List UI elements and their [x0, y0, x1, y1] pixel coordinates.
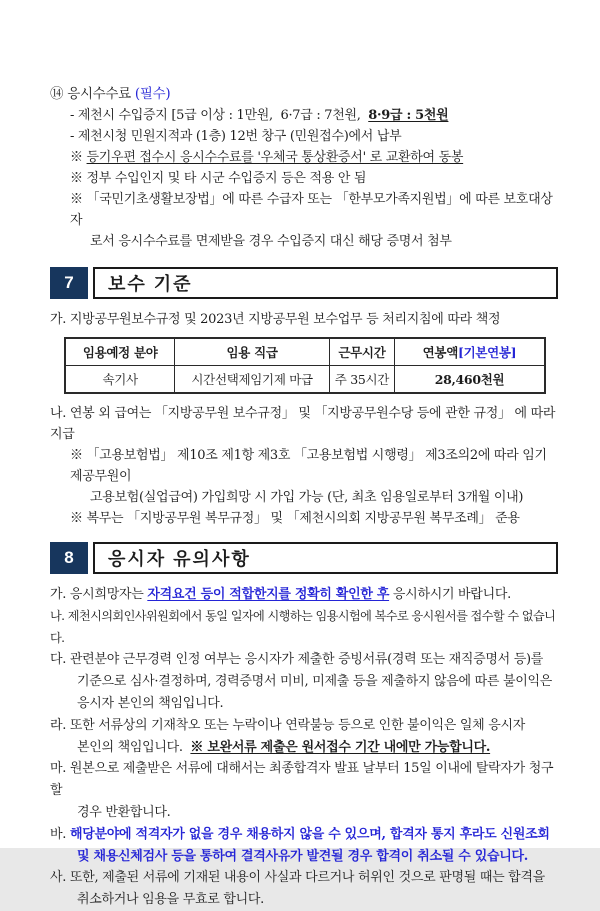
fee-note-exemption-line1: ※ 「국민기초생활보장법」에 따른 수급자 또는 「한부모가족지원법」에 따른 보호대상자	[70, 192, 553, 228]
notice-ba-prefix: 바.	[50, 826, 70, 842]
notice-ra-line2-pre: 본인의 책임입니다.	[77, 739, 191, 755]
notice-item-ba-line2: 및 채용신체검사 등을 통하여 결격사유가 발견될 경우 합격이 취소될 수 있습니다.	[77, 848, 528, 864]
reference-mark: ※	[70, 150, 87, 165]
fee-required-label: (필수)	[134, 86, 171, 102]
fee-note-no-gov-stamp: ※ 정부 수입인지 및 타 시군 수입증지 등은 적용 안 됨	[70, 171, 367, 186]
pay-cell-grade: 시간선택제임기제 마급	[175, 366, 330, 394]
section8-header	[50, 542, 558, 574]
pay-cell-hours: 주 35시간	[329, 366, 394, 394]
pay-note-insurance-line1: ※ 「고용보험법」 제10조 제1항 제3호 「고용보험법 시행령」 제3조의2에 따라 임기제공무원이	[70, 448, 547, 484]
notice-item-ma-line1: 마. 원본으로 제출받은 서류에 대해서는 최종합격자 발표 날부터 15일 이내에 탈락자가 청구할	[50, 761, 554, 799]
notice-item-sa-line2: 취소하거나 임용을 무효로 합니다.	[77, 892, 264, 908]
section7-title: 보수 기준	[93, 267, 558, 299]
section7-header	[50, 267, 558, 299]
section8-number-badge: 8	[50, 542, 88, 574]
notice-ba-line1-emphasis: 해당분야에 적격자가 없을 경우 채용하지 않을 수 있으며, 합격자 통지 후라도 신원조회	[69, 826, 550, 842]
notice-item-ra-line2	[77, 737, 558, 759]
pay-item-na: 나. 연봉 외 급여는 「지방공무원 보수규정」 및 「지방공무원수당 등에 관한 규정」 에 따라 지급	[50, 406, 559, 442]
pay-table-header-row	[65, 338, 545, 366]
section7-number-badge: 7	[50, 267, 88, 299]
fee-section-title	[50, 84, 558, 105]
pay-cell-field: 속기사	[65, 366, 175, 394]
notice-item-ba-line1	[50, 824, 558, 846]
notice-item-da-line1: 다. 관련분야 근무경력 인정 여부는 응시자가 제출한 증빙서류(경력 또는 재직증명서 등)를	[50, 652, 543, 668]
fee-stamp-price-89: 8·9급 : 5천원	[368, 108, 449, 123]
pay-col-salary-main: 연봉액	[422, 345, 458, 360]
fee-line-stamp-prices	[70, 105, 558, 126]
notice-item-na: 나. 제천시의회인사위원회에서 동일 일자에 시행하는 임용시험에 복수로 응시원서를 접수할 수 없습니다.	[50, 608, 556, 645]
notice-item-sa-line1: 사. 또한, 제출된 서류에 기재된 내용이 사실과 다르거나 허위인 것으로 판명될 때는 합격을	[50, 870, 545, 886]
pay-note-service-rules: ※ 복무는 「지방공무원 복무규정」 및 「제천시의회 지방공무원 복무조례」 준용	[70, 511, 520, 526]
notice-item-ra-line1: 라. 또한 서류상의 기재착오 또는 누락이나 연락불능 등으로 인한 불이익은 일체 응시자	[50, 717, 526, 733]
pay-table-data-row	[65, 366, 545, 394]
pay-col-hours: 근무시간	[329, 338, 394, 366]
fee-marker: ⑭	[50, 86, 68, 102]
notice-item-ga	[50, 584, 558, 606]
notice-ga-pre: 가. 응시희망자는	[50, 587, 148, 602]
pay-col-salary-sub: [기본연봉]	[457, 345, 517, 360]
notice-ga-post: 응시하시기 바랍니다.	[389, 587, 511, 602]
pay-col-grade: 임용 직급	[175, 338, 330, 366]
notice-item-da-line2: 기준으로 심사·결정하며, 경력증명서 미비, 미제출 등을 제출하지 않음에 따른 불이익은	[77, 674, 553, 690]
notice-item-da-line3: 응시자 본인의 책임입니다.	[77, 695, 224, 711]
pay-cell-salary: 28,460천원	[394, 366, 545, 394]
pay-col-salary	[394, 338, 545, 366]
notice-ga-emphasis: 자격요건 등이 적합한지를 정확히 확인한 후	[147, 587, 390, 602]
fee-note-registered-mail	[70, 147, 558, 168]
fee-line-payment-place: - 제천시청 민원지적과 (1층) 12번 창구 (민원접수)에서 납부	[70, 129, 402, 144]
fee-stamp-prices-text: - 제천시 수입증지 [5급 이상 : 1만원, 6·7급 : 7천원,	[70, 108, 369, 123]
pay-note-insurance-line2: 고용보험(실업급여) 가입희망 시 가입 가능 (단, 최초 임용일로부터 3개월 이내)	[90, 490, 524, 505]
pay-col-field: 임용예정 분야	[65, 338, 175, 366]
notice-ra-line2-emphasis: ※ 보완서류 제출은 원서접수 기간 내에만 가능합니다.	[190, 739, 491, 755]
fee-note-registered-mail-text: 등기우편 접수시 응시수수료를 '우체국 통상환증서' 로 교환하여 동봉	[86, 150, 464, 165]
section8-title: 응시자 유의사항	[93, 542, 558, 574]
fee-note-exemption-line2: 로서 응시수수료를 면제받을 경우 수입증지 대신 해당 증명서 첨부	[90, 234, 452, 249]
pay-item-ga: 가. 지방공무원보수규정 및 2023년 지방공무원 보수업무 등 처리지침에 따라 책정	[50, 312, 501, 327]
pay-table	[64, 337, 546, 394]
notice-item-ma-line2: 경우 반환합니다.	[77, 804, 171, 820]
fee-title-text: 응시수수료	[67, 86, 135, 102]
